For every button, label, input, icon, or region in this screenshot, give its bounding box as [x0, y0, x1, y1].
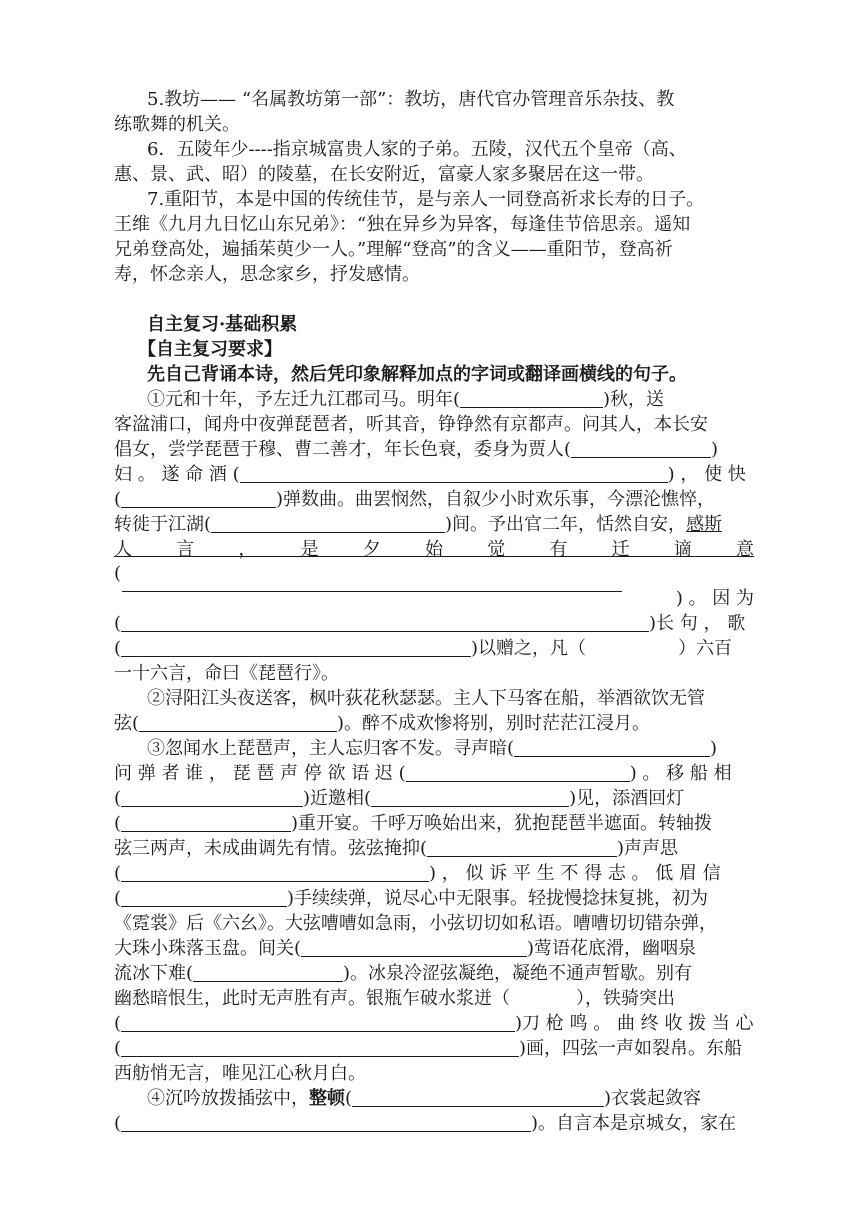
answer-blank[interactable] [571, 440, 711, 458]
p3-line-7 [114, 887, 754, 911]
p3-text-f: )近邀相( [303, 788, 372, 809]
p1-line-11 [114, 637, 754, 661]
note-5-line-2: 练歌舞的机关。 [114, 114, 240, 135]
p1-text-c: 倡女，尝学琵琶于穆、曹二善才，年长色衰，委身为贾人( [114, 439, 572, 460]
p3-text-j: 弦三两声，未成曲调先有情。弦弦掩抑( [114, 838, 428, 859]
p1-line-10 [114, 612, 754, 636]
p2-line-1: ②浔阳江头夜送客，枫叶荻花秋瑟瑟。主人下马客在船，举酒欲饮无管 [147, 688, 705, 709]
p2-text-b: )。醉不成欢惨将别，别时茫茫江浸月。 [337, 713, 651, 734]
p3-line-6 [114, 862, 754, 886]
p1-text-o: ）六百 [678, 638, 733, 659]
instruction-text: 先自己背诵本诗，然后凭印象解释加点的字词或翻译画横线的句子。 [147, 364, 687, 385]
note-6-line-2: 惠、景、武、昭）的陵墓，在长安附近，富豪人家多聚居在这一带。 [114, 164, 654, 185]
answer-blank[interactable] [121, 889, 287, 907]
p1-line-2: 客湓浦口，闻舟中夜弹琵琶者，听其音，铮铮然有京都声。问其人，本长安 [114, 414, 708, 435]
answer-blank[interactable] [240, 465, 668, 483]
p4-line-1 [147, 1087, 754, 1111]
note-7-line-2: 王维《九月九日忆山东兄弟》：“独在异乡为异客，每逢佳节倍思亲。遥知 [114, 214, 691, 235]
p3-text-b: ) [710, 738, 718, 759]
answer-blank[interactable] [460, 390, 603, 408]
p3-text-v: ( [114, 1013, 122, 1034]
p3-text-m: ) ， 似 诉 平 生 不 得 志 。 低 眉 信 [429, 863, 721, 884]
answer-blank[interactable] [301, 939, 527, 957]
p1-text-f: ) ， 使 快 [667, 464, 746, 485]
answer-blank[interactable] [352, 1089, 604, 1107]
p3-text-a: ③忽闻水上琵琶声，主人忘归客不发。寻声暗( [147, 738, 515, 759]
p3-line-9 [114, 937, 754, 961]
p3-text-p: 大珠小珠落玉盘。间关( [114, 938, 302, 959]
p1-text-i: 转徙于江湖( [114, 514, 212, 535]
p1-text-e: 妇 。 遂 命 酒 ( [114, 464, 240, 485]
p2-line-2 [114, 712, 754, 736]
note-5-line-1: 5.教坊—— “名属教坊第一部”：教坊，唐代官办管理音乐杂技、教 [147, 89, 675, 110]
p3-text-q: )莺语花底滑，幽咽泉 [527, 938, 697, 959]
p1-line-12: 一十六言，命曰《琵琶行》。 [114, 663, 339, 684]
p1-text-d: ) [711, 439, 719, 460]
p1-text-a: ①元和十年，予左迁九江郡司马。明年( [147, 389, 461, 410]
p1-text-b: )秋，送 [603, 389, 665, 410]
p3-text-l: ( [114, 863, 122, 884]
p4-text-e: )。自言本是京城女，家在 [531, 1113, 737, 1134]
p3-text-r: 流冰下难( [114, 963, 194, 984]
p4-line-2 [114, 1112, 754, 1136]
answer-blank[interactable] [427, 839, 617, 857]
p1-text-g: ( [114, 489, 122, 510]
p3-line-12 [114, 1012, 754, 1036]
p3-text-w: )刀 枪 鸣 。 曲 终 收 拨 当 心 [515, 1013, 754, 1034]
answer-blank[interactable] [121, 639, 471, 657]
p3-line-14: 西舫悄无言，唯见江心秋月白。 [114, 1063, 366, 1084]
p3-text-g: )见，添酒回灯 [569, 788, 685, 809]
p3-text-i: )重开宴。千呼万唤始出来，犹抱琵琶半遮面。转轴拨 [291, 813, 713, 834]
p3-text-n: ( [114, 888, 122, 909]
underlined-sentence: 感斯 [686, 514, 723, 535]
p3-text-e: ( [114, 788, 122, 809]
p1-line-3 [114, 438, 754, 462]
p3-line-10 [114, 962, 754, 986]
p2-text-a: 弦( [114, 713, 140, 734]
p3-text-t: 幽愁暗恨生，此时无声胜有声。银瓶乍破水浆迸（ [114, 988, 510, 1009]
answer-blank[interactable] [121, 1039, 519, 1057]
answer-blank[interactable] [211, 515, 445, 533]
note-7-line-4: 寿，怀念亲人，思念家乡，抒发感情。 [114, 264, 420, 285]
p3-line-1 [147, 737, 754, 761]
p3-line-5 [114, 837, 754, 861]
p1-line-6 [114, 513, 754, 537]
p3-line-4 [114, 812, 754, 836]
p3-line-11 [114, 987, 754, 1011]
note-6-line-1: 6．五陵年少----指京城富贵人家的子弟。五陵，汉代五个皇帝（高、 [147, 139, 687, 160]
answer-blank[interactable] [121, 490, 276, 508]
answer-blank[interactable] [121, 614, 649, 632]
p3-text-s: )。冰泉冷涩弦凝绝，凝绝不通声暂歇。别有 [343, 963, 693, 984]
answer-blank[interactable] [406, 764, 630, 782]
answer-blank[interactable] [371, 789, 569, 807]
answer-blank[interactable] [193, 964, 343, 982]
requirement-title: 【自主复习要求】 [138, 339, 282, 360]
p1-line-8: ( [114, 563, 122, 584]
p3-text-d: ) 。 移 船 相 [629, 763, 732, 784]
note-7-line-1: 7.重阳节，本是中国的传统佳节，是与亲人一同登高祈求长寿的日子。 [147, 189, 705, 210]
p3-text-x: ( [114, 1038, 122, 1059]
p4-text-c: )衣裳起敛容 [604, 1088, 702, 1109]
p4-text-d: ( [114, 1113, 122, 1134]
p1-text-m: ( [114, 638, 122, 659]
p1-line-7-underlined: 人 言 ， 是 夕 始 觉 有 迁 谪 意 [114, 539, 754, 560]
section-title: 自主复习·基础积累 [147, 314, 298, 335]
p1-text-n: )以赠之，凡（ [471, 638, 587, 659]
p3-text-u: ），铁骑突出 [576, 988, 675, 1009]
p1-text-l: )长 句 ， 歌 [649, 613, 746, 634]
p1-line-4 [114, 463, 754, 487]
answer-blank[interactable] [121, 864, 429, 882]
p1-text-j: )间。予出官二年，恬然自安， [445, 514, 687, 535]
p3-text-k: )声声思 [617, 838, 679, 859]
p4-text-a: ④沉吟放拨插弦中， [147, 1088, 309, 1109]
p1-text-k: ( [114, 613, 122, 634]
p1-text-h: )弹数曲。曲罢悯然，自叙少小时欢乐事，今漂沦憔悴， [276, 489, 716, 510]
note-7-line-3: 兄弟登高处，遍插茱萸少一人。”理解“登高”的含义——重阳节，登高祈 [114, 239, 673, 260]
dotted-word: 整顿 [309, 1088, 345, 1109]
p3-line-3 [114, 787, 754, 811]
p3-line-8: 《霓裳》后《六幺》。大弦嘈嘈如急雨，小弦切切如私语。嘈嘈切切错杂弹， [114, 913, 717, 934]
p1-line-1 [147, 388, 754, 412]
p3-text-o: )手续续弹，说尽心中无限事。轻拢慢捻抹复挑，初为 [287, 888, 709, 909]
answer-blank[interactable] [121, 1014, 515, 1032]
answer-blank[interactable] [121, 814, 291, 832]
answer-blank[interactable] [121, 789, 303, 807]
p4-text-b: ( [345, 1088, 353, 1109]
p3-text-y: )画，四弦一声如裂帛。东船 [519, 1038, 743, 1059]
answer-blank[interactable] [139, 714, 337, 732]
answer-blank[interactable] [514, 739, 710, 757]
p3-line-13 [114, 1037, 754, 1061]
p1-line-5 [114, 488, 754, 512]
answer-blank[interactable] [121, 1114, 531, 1132]
p3-text-c: 问 弹 者 谁 ， 琵 琶 声 停 欲 语 迟 ( [114, 763, 406, 784]
p1-line-9: ) 。 因 为 [675, 588, 754, 609]
p3-line-2 [114, 762, 754, 786]
p3-text-h: ( [114, 813, 122, 834]
